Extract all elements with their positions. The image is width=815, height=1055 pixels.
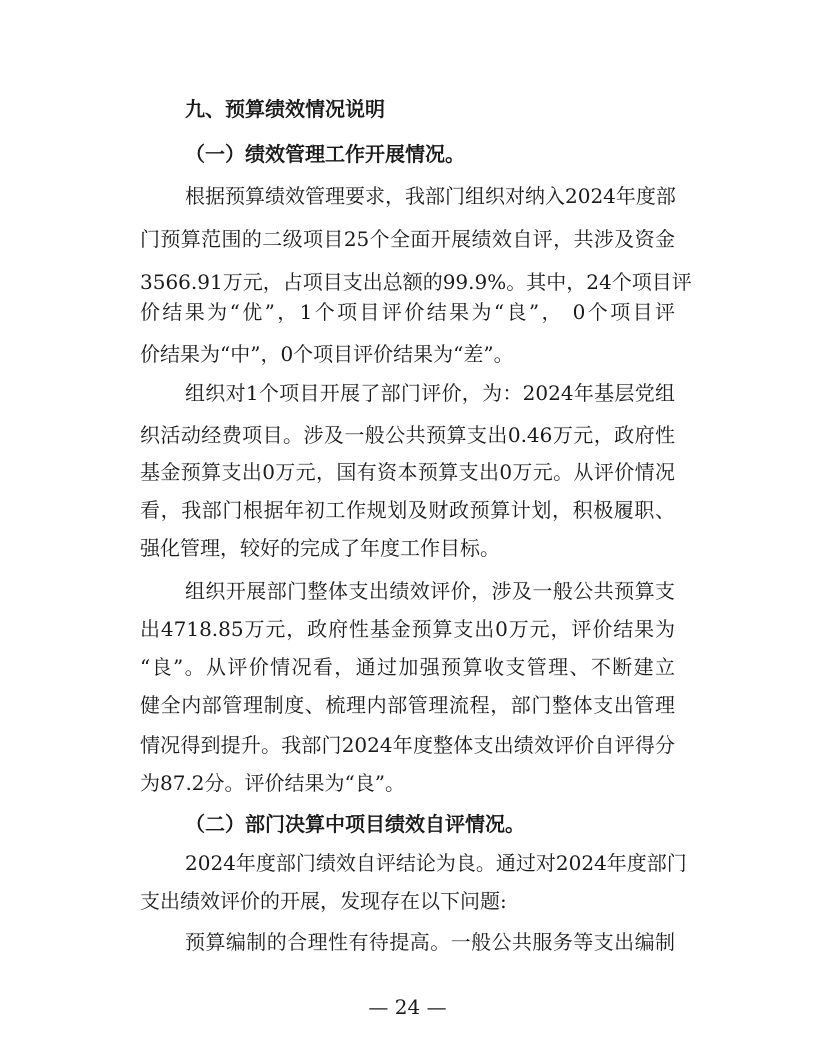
paragraph-4-line-1: 2024年度部门绩效自评结论为良。通过对2024年度部门	[185, 851, 687, 875]
paragraph-3-line-1: 组织开展部门整体支出绩效评价，涉及一般公共预算支	[185, 579, 675, 603]
paragraph-2-line-2: 织活动经费项目。涉及一般公共预算支出0.46万元，政府性	[140, 423, 675, 447]
paragraph-2-line-5: 强化管理，较好的完成了年度工作目标。	[140, 536, 500, 560]
paragraph-1-line-3: 3566.91万元，占项目支出总额的99.9%。其中，24个项目评	[140, 270, 692, 294]
paragraph-2-line-4: 看，我部门根据年初工作规划及财政预算计划，积极履职、	[140, 498, 675, 522]
section-title: 九、预算绩效情况说明	[185, 97, 385, 121]
paragraph-3-line-2: 出4718.85万元，政府性基金预算支出0万元，评价结果为	[140, 617, 675, 641]
paragraph-2-line-1: 组织对1个项目开展了部门评价，为：2024年基层党组	[185, 381, 675, 405]
paragraph-1-line-2: 门预算范围的二级项目25个全面开展绩效自评，共涉及资金	[140, 227, 675, 251]
paragraph-2-line-3: 基金预算支出0万元，国有资本预算支出0万元。从评价情况	[140, 460, 675, 484]
paragraph-3-line-4: 健全内部管理制度、梳理内部管理流程，部门整体支出管理	[140, 693, 675, 717]
paragraph-5-line-1: 预算编制的合理性有待提高。一般公共服务等支出编制	[185, 930, 675, 954]
paragraph-1-line-1: 根据预算绩效管理要求，我部门组织对纳入2024年度部	[185, 184, 676, 208]
paragraph-3-line-3: “良”。从评价情况看，通过加强预算收支管理、不断建立	[140, 655, 675, 679]
paragraph-1-line-5: 价结果为“中”，0个项目评价结果为“差”。	[140, 342, 514, 366]
page-number: — 24 —	[368, 995, 447, 1019]
paragraph-3-line-6: 为87.2分。评价结果为“良”。	[140, 771, 405, 795]
subsection-title-1: （一）绩效管理工作开展情况。	[185, 142, 465, 166]
subsection-title-2: （二）部门决算中项目绩效自评情况。	[185, 812, 525, 836]
paragraph-3-line-5: 情况得到提升。我部门2024年度整体支出绩效评价自评得分	[140, 733, 675, 757]
paragraph-1-line-4: 价结果为“优”，1个项目评价结果为“良”， 0个项目评	[140, 300, 675, 324]
paragraph-4-line-2: 支出绩效评价的开展，发现存在以下问题:	[140, 889, 507, 913]
